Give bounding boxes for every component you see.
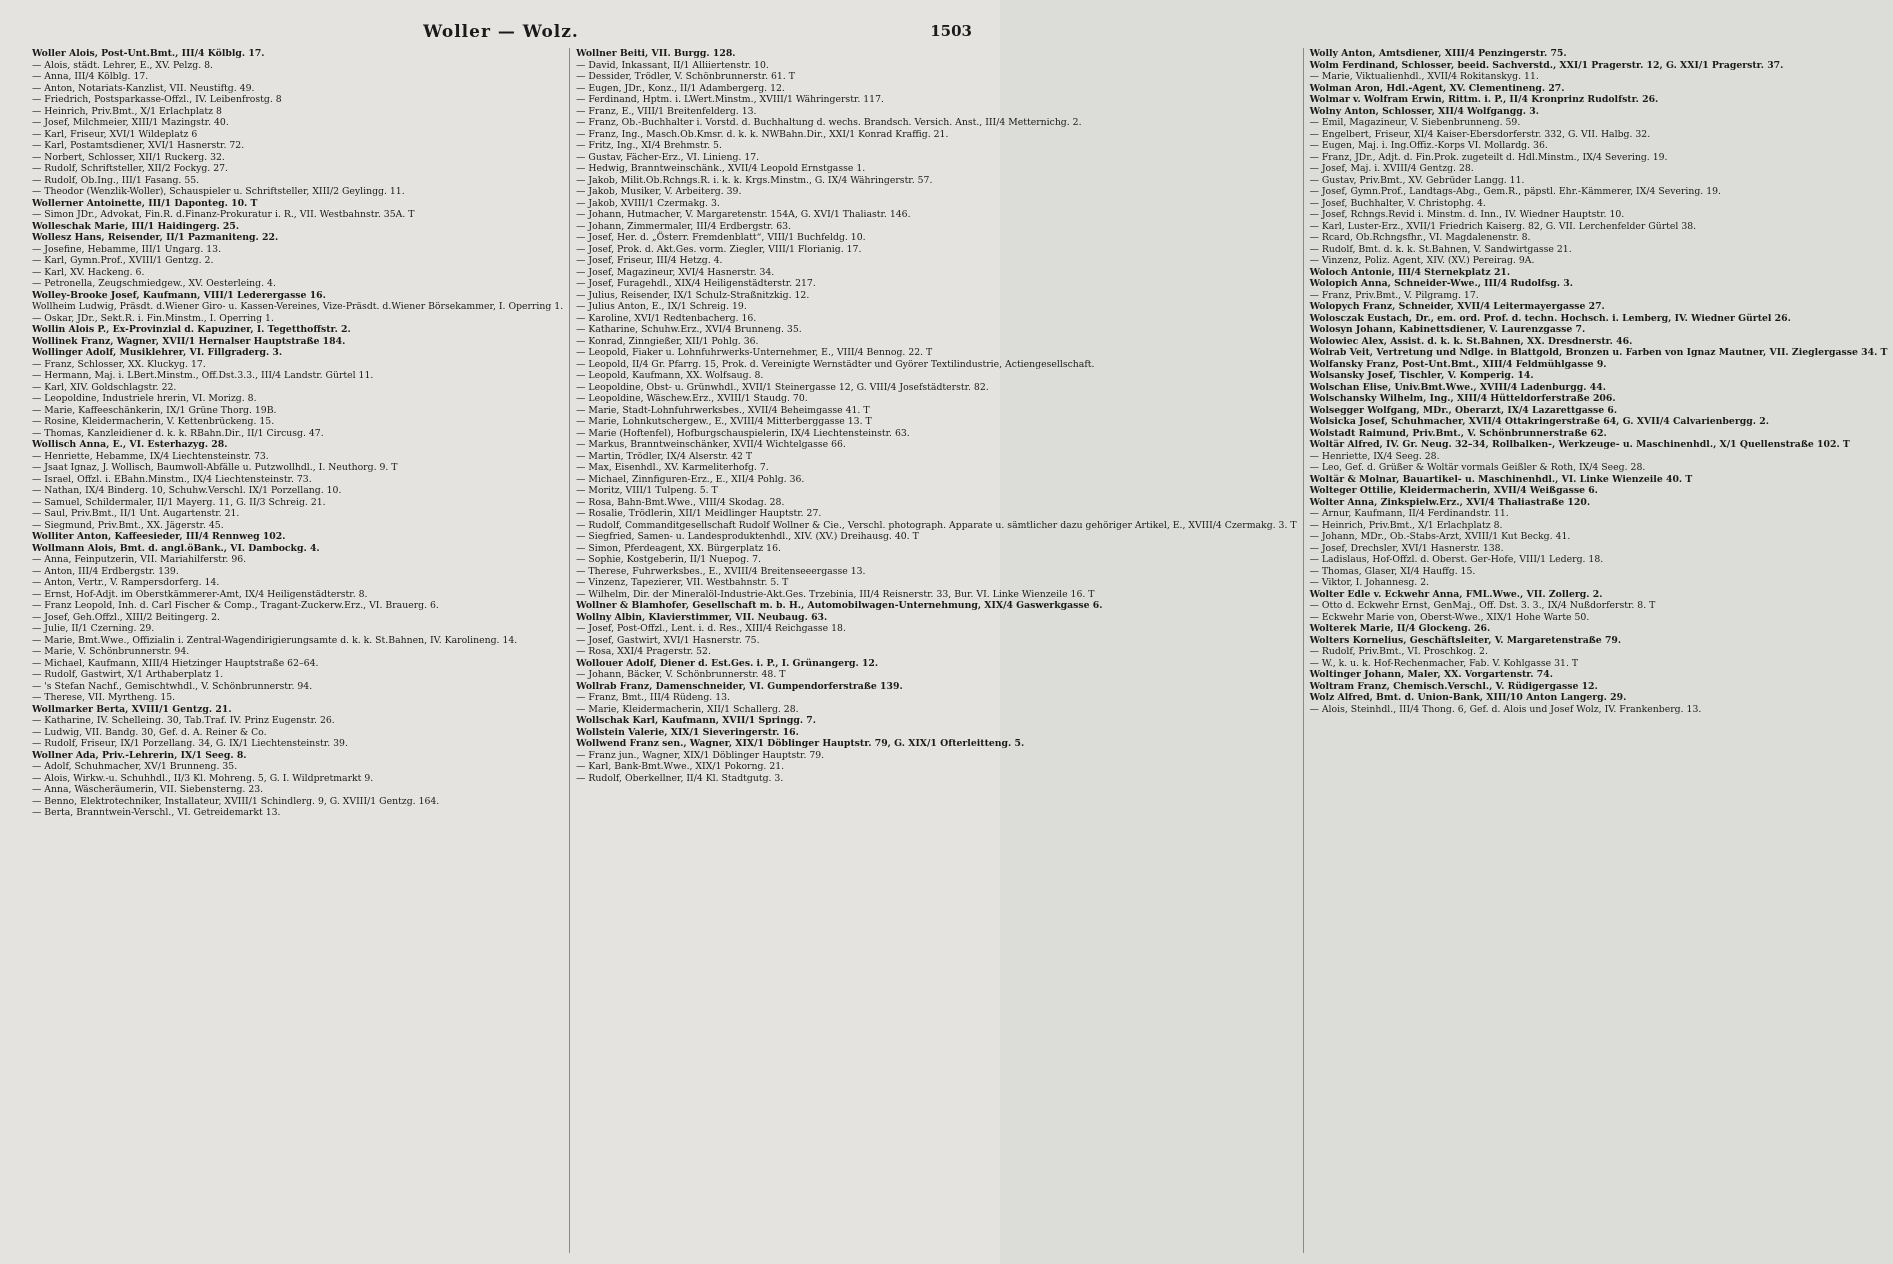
directory-entry-heading: Wollin Alois P., Ex-Provinzial d. Kapuziner, I. Tegetthoffstr. 2. [32, 324, 351, 335]
directory-entry-heading: Woltram Franz, Chemisch.Verschl., V. Rüdigergasse 12. [1309, 680, 1598, 692]
directory-entry: — Rudolf, Friseur, IX/1 Porzellang. 34, G. IX/1 Liechtensteinstr. 39. [32, 738, 348, 749]
directory-entry: — Moritz, VIII/1 Tulpeng. 5. T [576, 485, 718, 496]
directory-entry: — Leo, Gef. d. Grüßer & Woltär vormals Geißler & Roth, IX/4 Seeg. 28. [1309, 462, 1646, 473]
directory-entry-heading: Wollner & Blamhofer, Gesellschaft m. b. H., Automobilwagen-Unternehmung, XIX/4 Gaswerkgasse 6. [576, 600, 1103, 611]
column-1 [30, 48, 569, 1253]
directory-entry: — Karoline, XVI/1 Redtenbacherg. 16. [576, 312, 757, 324]
directory-entry: — Rudolf, Commanditgesellschaft Rudolf Wollner & Cie., Verschl. photograph. Apparate u. sämtlicher dazu gehöriger Artikel, E., XVIII/4 Czermakg. 3. T [576, 519, 1297, 531]
directory-entry: — Wilhelm, Dir. der Mineralöl-Industrie-Akt.Ges. Trzebinia, III/4 Reisnerstr. 33, Bur. VI. Linke Wienzeile 16. T [576, 588, 1095, 600]
directory-entry: — Simon JDr., Advokat, Fin.R. d.Finanz-Prokuratur i. R., VII. Westbahnstr. 35A. T [32, 209, 415, 220]
directory-entry-heading: Wollmarker Berta, XVIII/1 Gentzg. 21. [32, 703, 232, 715]
column-2 [569, 48, 1302, 1253]
directory-entry-heading: Wolz Alfred, Bmt. d. Union-Bank, XIII/10 Anton Langerg. 29. [1309, 692, 1627, 703]
directory-entry-heading: Wollner Ada, Priv.-Lehrerin, IX/1 Seeg. 8. [32, 749, 247, 761]
directory-entry: — Eugen, Maj. i. Ing.Offiz.-Korps VI. Mollardg. 36. [1309, 140, 1548, 151]
directory-entry: — Jakob, XVIII/1 Czermakg. 3. [576, 197, 720, 209]
directory-entry: — Therese, Fuhrwerksbes., E., XVIII/4 Breitenseeergasse 13. [576, 565, 866, 577]
directory-entry-heading: Wollmann Alois, Bmt. d. angl.öBank., VI. Dambockg. 4. [32, 542, 320, 554]
directory-entry: — Karl, XV. Hackeng. 6. [32, 266, 145, 278]
directory-entry: — Petronella, Zeugschmiedgew., XV. Oesterleing. 4. [32, 278, 276, 289]
directory-entry: — Franz jun., Wagner, XIX/1 Döblinger Hauptstr. 79. [576, 749, 825, 761]
directory-entry: — Josef, Prok. d. Akt.Ges. vorm. Ziegler, VIII/1 Florianig. 17. [576, 243, 862, 255]
directory-entry: — Jsaat Ignaz, J. Wollisch, Baumwoll-Abfälle u. Putzwollhdl., I. Neuthorg. 9. T [32, 462, 398, 473]
directory-entry-heading: Wolley-Brooke Josef, Kaufmann, VIII/1 Lederergasse 16. [32, 289, 326, 301]
directory-entry: — Michael, Kaufmann, XIII/4 Hietzinger Hauptstraße 62–64. [32, 657, 319, 669]
directory-entry: — Engelbert, Friseur, XI/4 Kaiser-Ebersdorferstr. 332, G. VII. Halbg. 32. [1309, 128, 1651, 140]
directory-entry: — Israel, Offzl. i. EBahn.Minstm., IX/4 Liechtensteinstr. 73. [32, 473, 312, 485]
page-number: 1503 [930, 22, 972, 40]
directory-entry-heading: Wollerner Antoinette, III/1 Daponteg. 10. T [32, 197, 258, 209]
directory-entry: — Rudolf, Schriftsteller, XII/2 Fockyg. 27. [32, 163, 228, 174]
directory-entry-heading: Wolleschak Marie, III/1 Haidingerg. 25. [32, 220, 240, 232]
directory-entry-heading: Wolman Aron, Hdl.-Agent, XV. Clementineng. 27. [1309, 82, 1565, 94]
directory-entry: — Vinzenz, Poliz. Agent, XIV. (XV.) Pereirag. 9A. [1309, 255, 1535, 266]
directory-entry: — Rudolf, Bmt. d. k. k. St.Bahnen, V. Sandwirtgasse 21. [1309, 243, 1572, 255]
directory-entry-heading: Wollisch Anna, E., VI. Esterhazyg. 28. [32, 439, 228, 450]
directory-entry: — Julius Anton, E., IX/1 Schreig. 19. [576, 301, 747, 312]
directory-entry: — Franz, Priv.Bmt., V. Pilgramg. 17. [1309, 289, 1479, 301]
directory-entry-heading: Wollstein Valerie, XIX/1 Sieveringerstr. 16. [576, 726, 799, 738]
directory-entry: — Josef, Magazineur, XVI/4 Hasnerstr. 34. [576, 266, 775, 278]
directory-entry-heading: Wolteger Ottilie, Kleidermacherin, XVII/4 Weißgasse 6. [1309, 485, 1598, 496]
directory-entry: — Markus, Branntweinschänker, XVII/4 Wichtelgasse 66. [576, 439, 846, 450]
directory-entry: — Marie (Hoftenfel), Hofburgschauspielerin, IX/4 Liechtensteinstr. 63. [576, 427, 910, 439]
directory-entry: — Josef, Post-Offzl., Lent. i. d. Res., XIII/4 Reichgasse 18. [576, 623, 846, 634]
directory-entry: — Rudolf, Ob.Ing., III/1 Fasang. 55. [32, 174, 200, 186]
directory-entry: — Marie, Viktualienhdl., XVII/4 Rokitanskyg. 11. [1309, 71, 1539, 82]
directory-entry: — Johann, Bäcker, V. Schönbrunnerstr. 48. T [576, 669, 786, 680]
directory-entry-heading: Wolter Edle v. Eckwehr Anna, FML.Wwe., VII. Zollerg. 2. [1309, 588, 1603, 600]
directory-entry: — Alois, städt. Lehrer, E., XV. Pelzg. 8. [32, 59, 213, 71]
directory-entry-heading: Wolly Anton, Amtsdiener, XIII/4 Penzingerstr. 75. [1309, 48, 1567, 59]
directory-entry-heading: Wollschak Karl, Kaufmann, XVII/1 Springg. 7. [576, 715, 817, 726]
directory-entry: — Marie, Stadt-Lohnfuhrwerksbes., XVII/4 Beheimgasse 41. T [576, 404, 870, 416]
directory-entry-heading: Wollesz Hans, Reisender, II/1 Pazmaniteng. 22. [32, 232, 279, 243]
directory-entry: Wollheim Ludwig, Präsdt. d.Wiener Giro- u. Kassen-Vereines, Vize-Präsdt. d.Wiener Börsekammer, I. Operring 1. [32, 301, 564, 312]
directory-entry: — Karl, Friseur, XVI/1 Wildeplatz 6 [32, 128, 198, 140]
directory-entry: — Henriette, IX/4 Seeg. 28. [1309, 450, 1440, 462]
directory-entry-heading: Wolosyn Johann, Kabinettsdiener, V. Laurenzgasse 7. [1309, 324, 1586, 335]
directory-entry-heading: Wollrab Franz, Damenschneider, VI. Gumpendorferstraße 139. [576, 680, 903, 692]
directory-entry: — Rosine, Kleidermacherin, V. Kettenbrückeng. 15. [32, 416, 275, 427]
directory-entry: — Karl, Postamtsdiener, XVI/1 Hasnerstr. 72. [32, 140, 245, 151]
directory-entry: — Johann, Hutmacher, V. Margaretenstr. 154A, G. XVI/1 Thaliastr. 146. [576, 209, 911, 220]
directory-entry: — Franz, Schlosser, XX. Kluckyg. 17. [32, 358, 206, 370]
directory-entry: — Josef, Gymn.Prof., Landtags-Abg., Gem.R., päpstl. Ehr.-Kämmerer, IX/4 Severing. 19. [1309, 186, 1722, 197]
directory-entry: — Karl, Luster-Erz., XVII/1 Friedrich Kaiserg. 82, G. VII. Lerchenfelder Gürtel 38. [1309, 220, 1697, 232]
directory-entry: — Hedwig, Branntweinschänk., XVII/4 Leopold Ernstgasse 1. [576, 163, 866, 174]
directory-entry: — Siegmund, Priv.Bmt., XX. Jägerstr. 45. [32, 519, 224, 531]
directory-entry: — Karl, XIV. Goldschlagstr. 22. [32, 381, 177, 393]
directory-entry: — Alois, Wirkw.-u. Schuhhdl., II/3 Kl. Mohreng. 5, G. I. Wildpretmarkt 9. [32, 772, 374, 784]
directory-entry: — Anton, Vertr., V. Rampersdorferg. 14. [32, 577, 220, 588]
directory-entry: — Benno, Elektrotechniker, Installateur, XVIII/1 Schindlerg. 9, G. XVIII/1 Gentzg. 164. [32, 795, 440, 807]
directory-entry: — Sophie, Kostgeberin, II/1 Nuepog. 7. [576, 554, 761, 565]
directory-entry-heading: Wollner Beiti, VII. Burgg. 128. [576, 48, 736, 59]
directory-entry-heading: Wolter Anna, Zinkspielw.Erz., XVI/4 Thaliastraße 120. [1309, 496, 1591, 508]
directory-entry: — Franz Leopold, Inh. d. Carl Fischer & Comp., Tragant-Zuckerw.Erz., VI. Brauerg. 6. [32, 600, 439, 611]
directory-entry: — Josef, Drechsler, XVI/1 Hasnerstr. 138. [1309, 542, 1504, 554]
directory-entry: — Theodor (Wenzlik-Woller), Schauspieler u. Schriftsteller, XIII/2 Geylingg. 11. [32, 186, 405, 197]
directory-entry: — Eckwehr Marie von, Oberst-Wwe., XIX/1 Hohe Warte 50. [1309, 611, 1590, 623]
directory-entry: — Adolf, Schuhmacher, XV/1 Brunneng. 35. [32, 761, 238, 772]
running-title: Woller — Wolz. [423, 22, 579, 42]
directory-entry: — Saul, Priv.Bmt., II/1 Unt. Augartenstr. 21. [32, 508, 240, 519]
directory-entry: — Franz, JDr., Adjt. d. Fin.Prok. zugeteilt d. Hdl.Minstm., IX/4 Severing. 19. [1309, 151, 1668, 163]
directory-entry: — Josef, Friseur, III/4 Hetzg. 4. [576, 255, 723, 266]
directory-entry: — Josef, Milchmeier, XIII/1 Mazingstr. 40. [32, 117, 229, 128]
directory-entry: — Heinrich, Priv.Bmt., X/1 Erlachplatz 8 [32, 105, 222, 117]
directory-entry: — Marie, V. Schönbrunnerstr. 94. [32, 646, 190, 657]
directory-entry: — Leopold, Fiaker u. Lohnfuhrwerks-Unternehmer, E., VIII/4 Bennog. 22. T [576, 347, 933, 358]
directory-entry-heading: Wolopych Franz, Schneider, XVII/4 Leitermayergasse 27. [1309, 301, 1605, 312]
directory-entry: — Leopoldine, Obst- u. Grünwhdl., XVII/1 Steinergasse 12, G. VIII/4 Josefstädterstr. 82. [576, 381, 989, 393]
directory-entry: — Franz, E., VIII/1 Breitenfelderg. 13. [576, 105, 757, 117]
directory-entry-heading: Wolny Anton, Schlosser, XII/4 Wolfgangg. 3. [1309, 105, 1539, 117]
directory-entry: — Rosa, Bahn-Bmt.Wwe., VIII/4 Skodag. 28. [576, 496, 785, 508]
directory-entry: — Rudolf, Oberkellner, II/4 Kl. Stadtgutg. 3. [576, 772, 784, 784]
directory-entry: — Leopoldine, Industriele hrerin, VI. Morizg. 8. [32, 393, 257, 404]
directory-entry: — Jakob, Milit.Ob.Rchngs.R. i. k. k. Krgs.Minstm., G. IX/4 Währingerstr. 57. [576, 174, 933, 186]
directory-entry: — Karl, Gymn.Prof., XVIII/1 Gentzg. 2. [32, 255, 214, 266]
directory-entry-heading: Woltär & Molnar, Bauartikel- u. Maschinenhdl., VI. Linke Wienzeile 40. T [1309, 473, 1693, 485]
directory-entry: — Simon, Pferdeagent, XX. Bürgerplatz 16. [576, 542, 781, 554]
directory-entry: — Franz, Ing., Masch.Ob.Kmsr. d. k. k. NWBahn.Dir., XXI/1 Konrad Kraffig. 21. [576, 128, 949, 140]
directory-entry: — Anna, Feinputzerin, VII. Mariahilferstr. 96. [32, 554, 247, 565]
directory-entry: — Marie, Kleidermacherin, XII/1 Schallerg. 28. [576, 703, 799, 715]
directory-entry-heading: Wolowiec Alex, Assist. d. k. k. St.Bahnen, XX. Dresdnerstr. 46. [1309, 335, 1633, 347]
directory-entry: — Ladislaus, Hof-Offzl. d. Oberst. Ger-Hofe, VIII/1 Lederg. 18. [1309, 554, 1604, 565]
directory-entry: — Fritz, Ing., XI/4 Brehmstr. 5. [576, 140, 722, 151]
directory-entry: — Samuel, Schildermaler, II/1 Mayerg. 11, G. II/3 Schreig. 21. [32, 496, 326, 508]
directory-entry-heading: Wolliter Anton, Kaffeesieder, III/4 Rennweg 102. [32, 531, 286, 542]
directory-entry-heading: Wolschan Elise, Univ.Bmt.Wwe., XVIII/4 Ladenburgg. 44. [1309, 381, 1606, 393]
directory-entry: — Rcard, Ob.Rchngsfhr., VI. Magdalenenstr. 8. [1309, 232, 1531, 243]
directory-entry: — Ferdinand, Hptm. i. LWert.Minstm., XVIII/1 Währingerstr. 117. [576, 94, 884, 105]
directory-entry: — Johann, MDr., Ob.-Stabs-Arzt, XVIII/1 Kut Beckg. 41. [1309, 531, 1571, 542]
directory-entry-heading: Wolschansky Wilhelm, Ing., XIII/4 Hütteldorferstraße 206. [1309, 393, 1616, 404]
directory-entry: — Emil, Magazineur, V. Siebenbrunneng. 59. [1309, 117, 1521, 128]
directory-entry: — David, Inkassant, II/1 Alliiertenstr. 10. [576, 59, 769, 71]
directory-entry: — Martin, Trödler, IX/4 Alserstr. 42 T [576, 450, 753, 462]
directory-entry: — Anna, III/4 Kölblg. 17. [32, 71, 149, 82]
directory-entry: — Norbert, Schlosser, XII/1 Ruckerg. 32. [32, 151, 225, 163]
directory-entry: — Dessider, Trödler, V. Schönbrunnerstr. 61. T [576, 71, 795, 82]
directory-entry-heading: Wollny Albin, Klavierstimmer, VII. Neubaug. 63. [576, 611, 828, 623]
directory-entry-heading: Wolsansky Josef, Tischler, V. Komperig. 14. [1309, 370, 1534, 381]
directory-entry-heading: Wolsicka Josef, Schuhmacher, XVII/4 Ottakringerstraße 64, G. XVII/4 Calvarienbergg. 2. [1309, 416, 1769, 427]
directory-entry: — Oskar, JDr., Sekt.R. i. Fin.Minstm., I. Operring 1. [32, 312, 274, 324]
directory-entry-heading: Wolmar v. Wolfram Erwin, Rittm. i. P., II/4 Kronprinz Rudolfstr. 26. [1309, 94, 1659, 105]
directory-entry-heading: Woltär Alfred, IV. Gr. Neug. 32–34, Rollbalken-, Werkzeuge- u. Maschinenhdl., X/1 Quellenstraße 102. T [1309, 439, 1850, 450]
directory-entry: — Leopoldine, Wäschew.Erz., XVIII/1 Staudg. 70. [576, 393, 808, 404]
directory-entry-heading: Wolrab Veit, Vertretung und Ndlge. in Blattgold, Bronzen u. Farben von Ignaz Mautner, VII. Zieglergasse 34. T [1309, 347, 1888, 358]
directory-entry-heading: Wolterek Marie, II/4 Glockeng. 26. [1309, 623, 1491, 634]
directory-entry: — Marie, Bmt.Wwe., Offizialin i. Zentral-Wagendirigierungsamte d. k. k. St.Bahnen, IV. Karolineng. 14. [32, 634, 518, 646]
directory-entry: — Arnur, Kaufmann, II/4 Ferdinandstr. 11. [1309, 508, 1509, 519]
directory-entry: — Josef, Gastwirt, XVI/1 Hasnerstr. 75. [576, 634, 760, 646]
directory-entry: — Gustav, Fächer-Erz., VI. Linieng. 17. [576, 151, 760, 163]
directory-entry: — Johann, Zimmermaler, III/4 Erdbergstr. 63. [576, 220, 792, 232]
directory-entry: — Vinzenz, Tapezierer, VII. Westbahnstr. 5. T [576, 577, 789, 588]
directory-entry: — Friedrich, Postsparkasse-Offzl., IV. Leibenfrostg. 8 [32, 94, 282, 105]
directory-entry-heading: Wollinger Adolf, Musiklehrer, VI. Fillgraderg. 3. [32, 347, 283, 358]
directory-entry-heading: Wollouer Adolf, Diener d. Est.Ges. i. P., I. Grünangerg. 12. [576, 657, 879, 669]
directory-entry-heading: Wolosczak Eustach, Dr., em. ord. Prof. d. techn. Hochsch. i. Lemberg, IV. Wiedner Gürtel 26. [1309, 312, 1791, 324]
directory-entry: — Gustav, Priv.Bmt., XV. Gebrüder Langg. 11. [1309, 174, 1525, 186]
directory-entry: — 's Stefan Nachf., Gemischtwhdl., V. Schönbrunnerstr. 94. [32, 680, 313, 692]
directory-entry: — Rudolf, Priv.Bmt., VI. Proschkog. 2. [1309, 646, 1488, 657]
directory-entry: — Rosalie, Trödlerin, XII/1 Meidlinger Hauptstr. 27. [576, 508, 822, 519]
directory-entry: — Karl, Bank-Bmt.Wwe., XIX/1 Pokorng. 21. [576, 761, 785, 772]
directory-entry-heading: Woloch Antonie, III/4 Sternekplatz 21. [1309, 266, 1511, 278]
directory-entry-heading: Woltinger Johann, Maler, XX. Vorgartenstr. 74. [1309, 669, 1553, 680]
column-3 [1303, 48, 1893, 1253]
directory-entry: — Max, Eisenhdl., XV. Karmeliterhofg. 7. [576, 462, 769, 473]
directory-entry: — Julie, II/1 Czerning. 29. [32, 623, 155, 634]
directory-entry-heading: Woller Alois, Post-Unt.Bmt., III/4 Kölblg. 17. [32, 48, 265, 59]
directory-entry: — Rosa, XXI/4 Pragerstr. 52. [576, 646, 711, 657]
directory-entry: — Anna, Wäscheräumerin, VII. Siebensterng. 23. [32, 784, 264, 795]
directory-entry: — Rudolf, Gastwirt, X/1 Arthaberplatz 1. [32, 669, 224, 680]
directory-entry-heading: Wolopich Anna, Schneider-Wwe., III/4 Rudolfsg. 3. [1309, 278, 1573, 289]
directory-entry: — Leopold, II/4 Gr. Pfarrg. 15, Prok. d. Vereinigte Wernstädter und Györer Textilindustrie, Actiengesellschaft. [576, 358, 1095, 370]
directory-entry: — Franz, Ob.-Buchhalter i. Vorstd. d. Buchhaltung d. wechs. Brandsch. Versich. Anst., III/4 Metternichg. 2. [576, 117, 1082, 128]
directory-entry-heading: Wolm Ferdinand, Schlosser, beeid. Sachverstd., XXI/1 Pragerstr. 12, G. XXI/1 Pragerstr. 37. [1309, 59, 1784, 71]
directory-entry: — Konrad, Zinngießer, XII/1 Pohlg. 36. [576, 335, 759, 347]
directory-entry: — Siegfried, Samen- u. Landesproduktenhdl., XIV. (XV.) Dreihausg. 40. T [576, 531, 919, 542]
directory-entry: — W., k. u. k. Hof-Rechenmacher, Fab. V. Kohlgasse 31. T [1309, 657, 1579, 669]
directory-entry: — Anton, III/4 Erdbergstr. 139. [32, 565, 179, 577]
directory-entry-heading: Wolsegger Wolfgang, MDr., Oberarzt, IX/4 Lazarettgasse 6. [1309, 404, 1618, 416]
directory-entry: — Anton, Notariats-Kanzlist, VII. Neustiftg. 49. [32, 82, 255, 94]
directory-entry: — Alois, Steinhdl., III/4 Thong. 6, Gef. d. Alois und Josef Wolz, IV. Frankenberg. 13. [1309, 703, 1702, 715]
directory-entry: — Josef, Her. d. „Österr. Fremdenblatt“, VIII/1 Buchfeldg. 10. [576, 232, 866, 243]
directory-entry: — Henriette, Hebamme, IX/4 Liechtensteinstr. 73. [32, 450, 269, 462]
directory-entry: — Hermann, Maj. i. LBert.Minstm., Off.Dst.3.3., III/4 Landstr. Gürtel 11. [32, 370, 374, 381]
directory-columns [30, 48, 1888, 1253]
directory-entry: — Josef, Furagehdl., XIX/4 Heiligenstädterstr. 217. [576, 278, 816, 289]
directory-entry: — Marie, Kaffeeschänkerin, IX/1 Grüne Thorg. 19B. [32, 404, 277, 416]
directory-entry: — Thomas, Kanzleidiener d. k. k. RBahn.Dir., II/1 Circusg. 47. [32, 427, 324, 439]
directory-entry: — Katharine, IV. Schelleing. 30, Tab.Traf. IV. Prinz Eugenstr. 26. [32, 715, 335, 726]
directory-entry: — Jakob, Musiker, V. Arbeiterg. 39. [576, 186, 742, 197]
directory-entry: — Marie, Lohnkutschergew., E., XVIII/4 Mitterberggasse 13. T [576, 416, 872, 427]
directory-entry: — Ludwig, VII. Bandg. 30, Gef. d. A. Reiner & Co. [32, 726, 267, 738]
directory-entry: — Julius, Reisender, IX/1 Schulz-Straßnitzkig. 12. [576, 289, 810, 301]
directory-entry: — Josef, Maj. i. XVIII/4 Gentzg. 28. [1309, 163, 1474, 174]
directory-entry: — Katharine, Schuhw.Erz., XVI/4 Brunneng. 35. [576, 324, 802, 335]
directory-entry: — Thomas, Glaser, XI/4 Hauffg. 15. [1309, 565, 1476, 577]
directory-entry: — Josefine, Hebamme, III/1 Ungarg. 13. [32, 243, 222, 255]
directory-entry: — Josef, Rchngs.Revid i. Minstm. d. Inn., IV. Wiedner Hauptstr. 10. [1309, 209, 1625, 220]
directory-entry: — Therese, VII. Myrtheng. 15. [32, 692, 176, 703]
directory-entry: — Heinrich, Priv.Bmt., X/1 Erlachplatz 8. [1309, 519, 1503, 531]
directory-entry-heading: Wolters Kornelius, Geschäftsleiter, V. Margaretenstraße 79. [1309, 634, 1622, 646]
directory-entry-heading: Wolfansky Franz, Post-Unt.Bmt., XIII/4 Feldmühlgasse 9. [1309, 358, 1607, 370]
directory-entry: — Berta, Branntwein-Verschl., VI. Getreidemarkt 13. [32, 807, 281, 818]
page-header [30, 22, 972, 46]
directory-entry: — Otto d. Eckwehr Ernst, GenMaj., Off. Dst. 3. 3., IX/4 Nußdorferstr. 8. T [1309, 600, 1656, 611]
directory-entry: — Leopold, Kaufmann, XX. Wolfsaug. 8. [576, 370, 764, 381]
directory-entry: — Josef, Geh.Offzl., XIII/2 Beitingerg. 2. [32, 611, 220, 623]
directory-entry-heading: Wolstadt Raimund, Priv.Bmt., V. Schönbrunnerstraße 62. [1309, 427, 1607, 439]
directory-entry: — Eugen, JDr., Konz., II/1 Adambergerg. 12. [576, 82, 785, 94]
directory-entry: — Nathan, IX/4 Binderg. 10, Schuhw.Verschl. IX/1 Porzellang. 10. [32, 485, 342, 496]
directory-entry: — Michael, Zinnfiguren-Erz., E., XII/4 Pohlg. 36. [576, 473, 805, 485]
directory-entry: — Ernst, Hof-Adjt. im Oberstkämmerer-Amt, IX/4 Heiligenstädterstr. 8. [32, 588, 368, 600]
directory-entry: — Josef, Buchhalter, V. Christophg. 4. [1309, 197, 1486, 209]
directory-entry-heading: Wollwend Franz sen., Wagner, XIX/1 Döblinger Hauptstr. 79, G. XIX/1 Ofterleitteng. 5. [576, 738, 1025, 749]
directory-entry: — Franz, Bmt., III/4 Rüdeng. 13. [576, 692, 731, 703]
directory-entry-heading: Wollinek Franz, Wagner, XVII/1 Hernalser Hauptstraße 184. [32, 335, 346, 347]
directory-entry: — Viktor, I. Johannesg. 2. [1309, 577, 1430, 588]
